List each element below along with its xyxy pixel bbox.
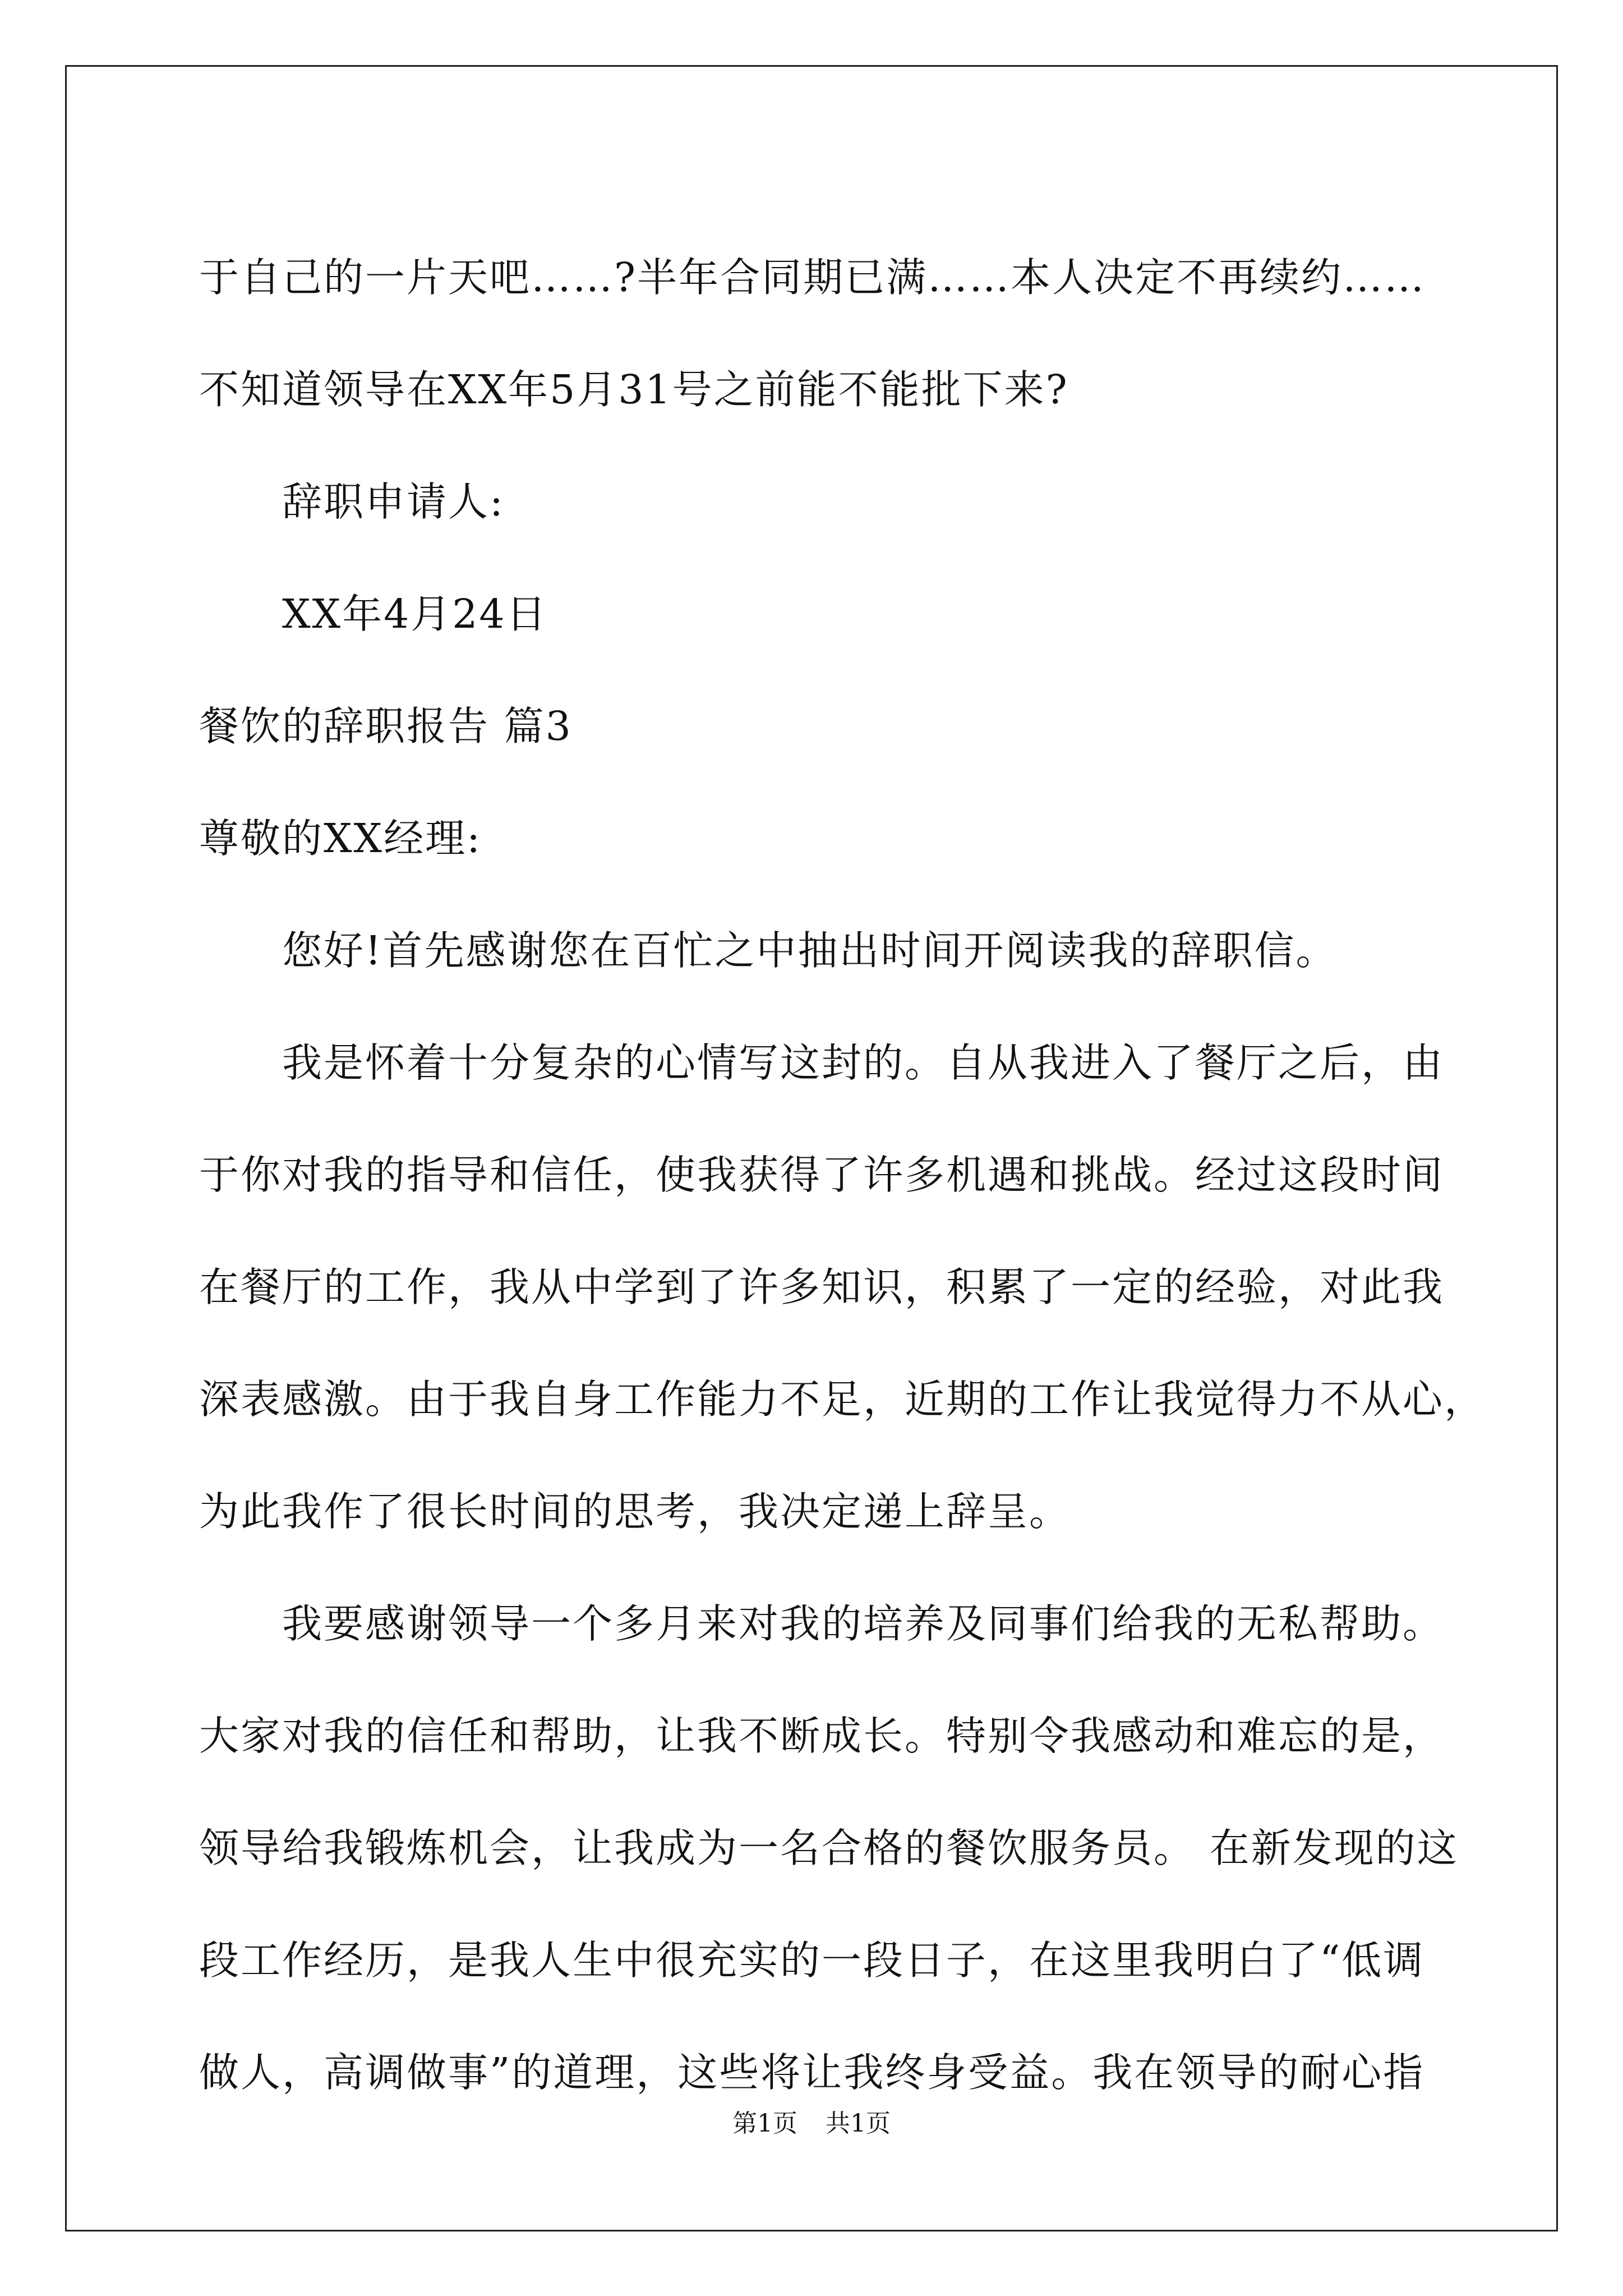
text-line: 做人，高调做事”的道理，这些将让我终身受益。我在领导的耐心指 <box>199 2049 1425 2096</box>
page-footer <box>0 2107 1623 2141</box>
text-line: 不知道领导在XX年5月31号之前能不能批下来? <box>199 366 1069 413</box>
text-line: 我要感谢领导一个多月来对我的培养及同事们给我的无私帮助。 <box>282 1600 1445 1647</box>
text-line: 深表感激。由于我自身工作能力不足，近期的工作让我觉得力不从心， <box>199 1376 1486 1423</box>
salutation: 尊敬的XX经理: <box>199 815 482 862</box>
signature-label: 辞职申请人: <box>282 478 505 525</box>
document-body <box>199 222 1486 2129</box>
page-number-current: 第1页 <box>732 2109 797 2138</box>
text-line: 在餐厅的工作，我从中学到了许多知识，积累了一定的经验，对此我 <box>199 1264 1445 1310</box>
text-line: 于你对我的指导和信任，使我获得了许多机遇和挑战。经过这段时间 <box>199 1152 1445 1198</box>
text-line: 我是怀着十分复杂的心情写这封的。自从我进入了餐厅之后，由 <box>282 1039 1445 1086</box>
signature-date: XX年4月24日 <box>282 591 548 637</box>
text-line: 段工作经历，是我人生中很充实的一段日子，在这里我明白了“低调 <box>199 1937 1425 1984</box>
text-line: 大家对我的信任和帮助，让我不断成长。特别令我感动和难忘的是， <box>199 1713 1445 1759</box>
page-number-total: 共1页 <box>826 2109 891 2138</box>
text-line: 领导给我锻炼机会，让我成为一名合格的餐饮服务员。 在新发现的这 <box>199 1825 1459 1871</box>
text-line: 于自己的一片天吧……?半年合同期已满……本人决定不再续约…… <box>199 254 1426 301</box>
section-heading: 餐饮的辞职报告 篇3 <box>199 703 573 749</box>
text-line: 您好!首先感谢您在百忙之中抽出时间开阅读我的辞职信。 <box>282 927 1338 974</box>
text-line: 为此我作了很长时间的思考，我决定递上辞呈。 <box>199 1488 1071 1535</box>
